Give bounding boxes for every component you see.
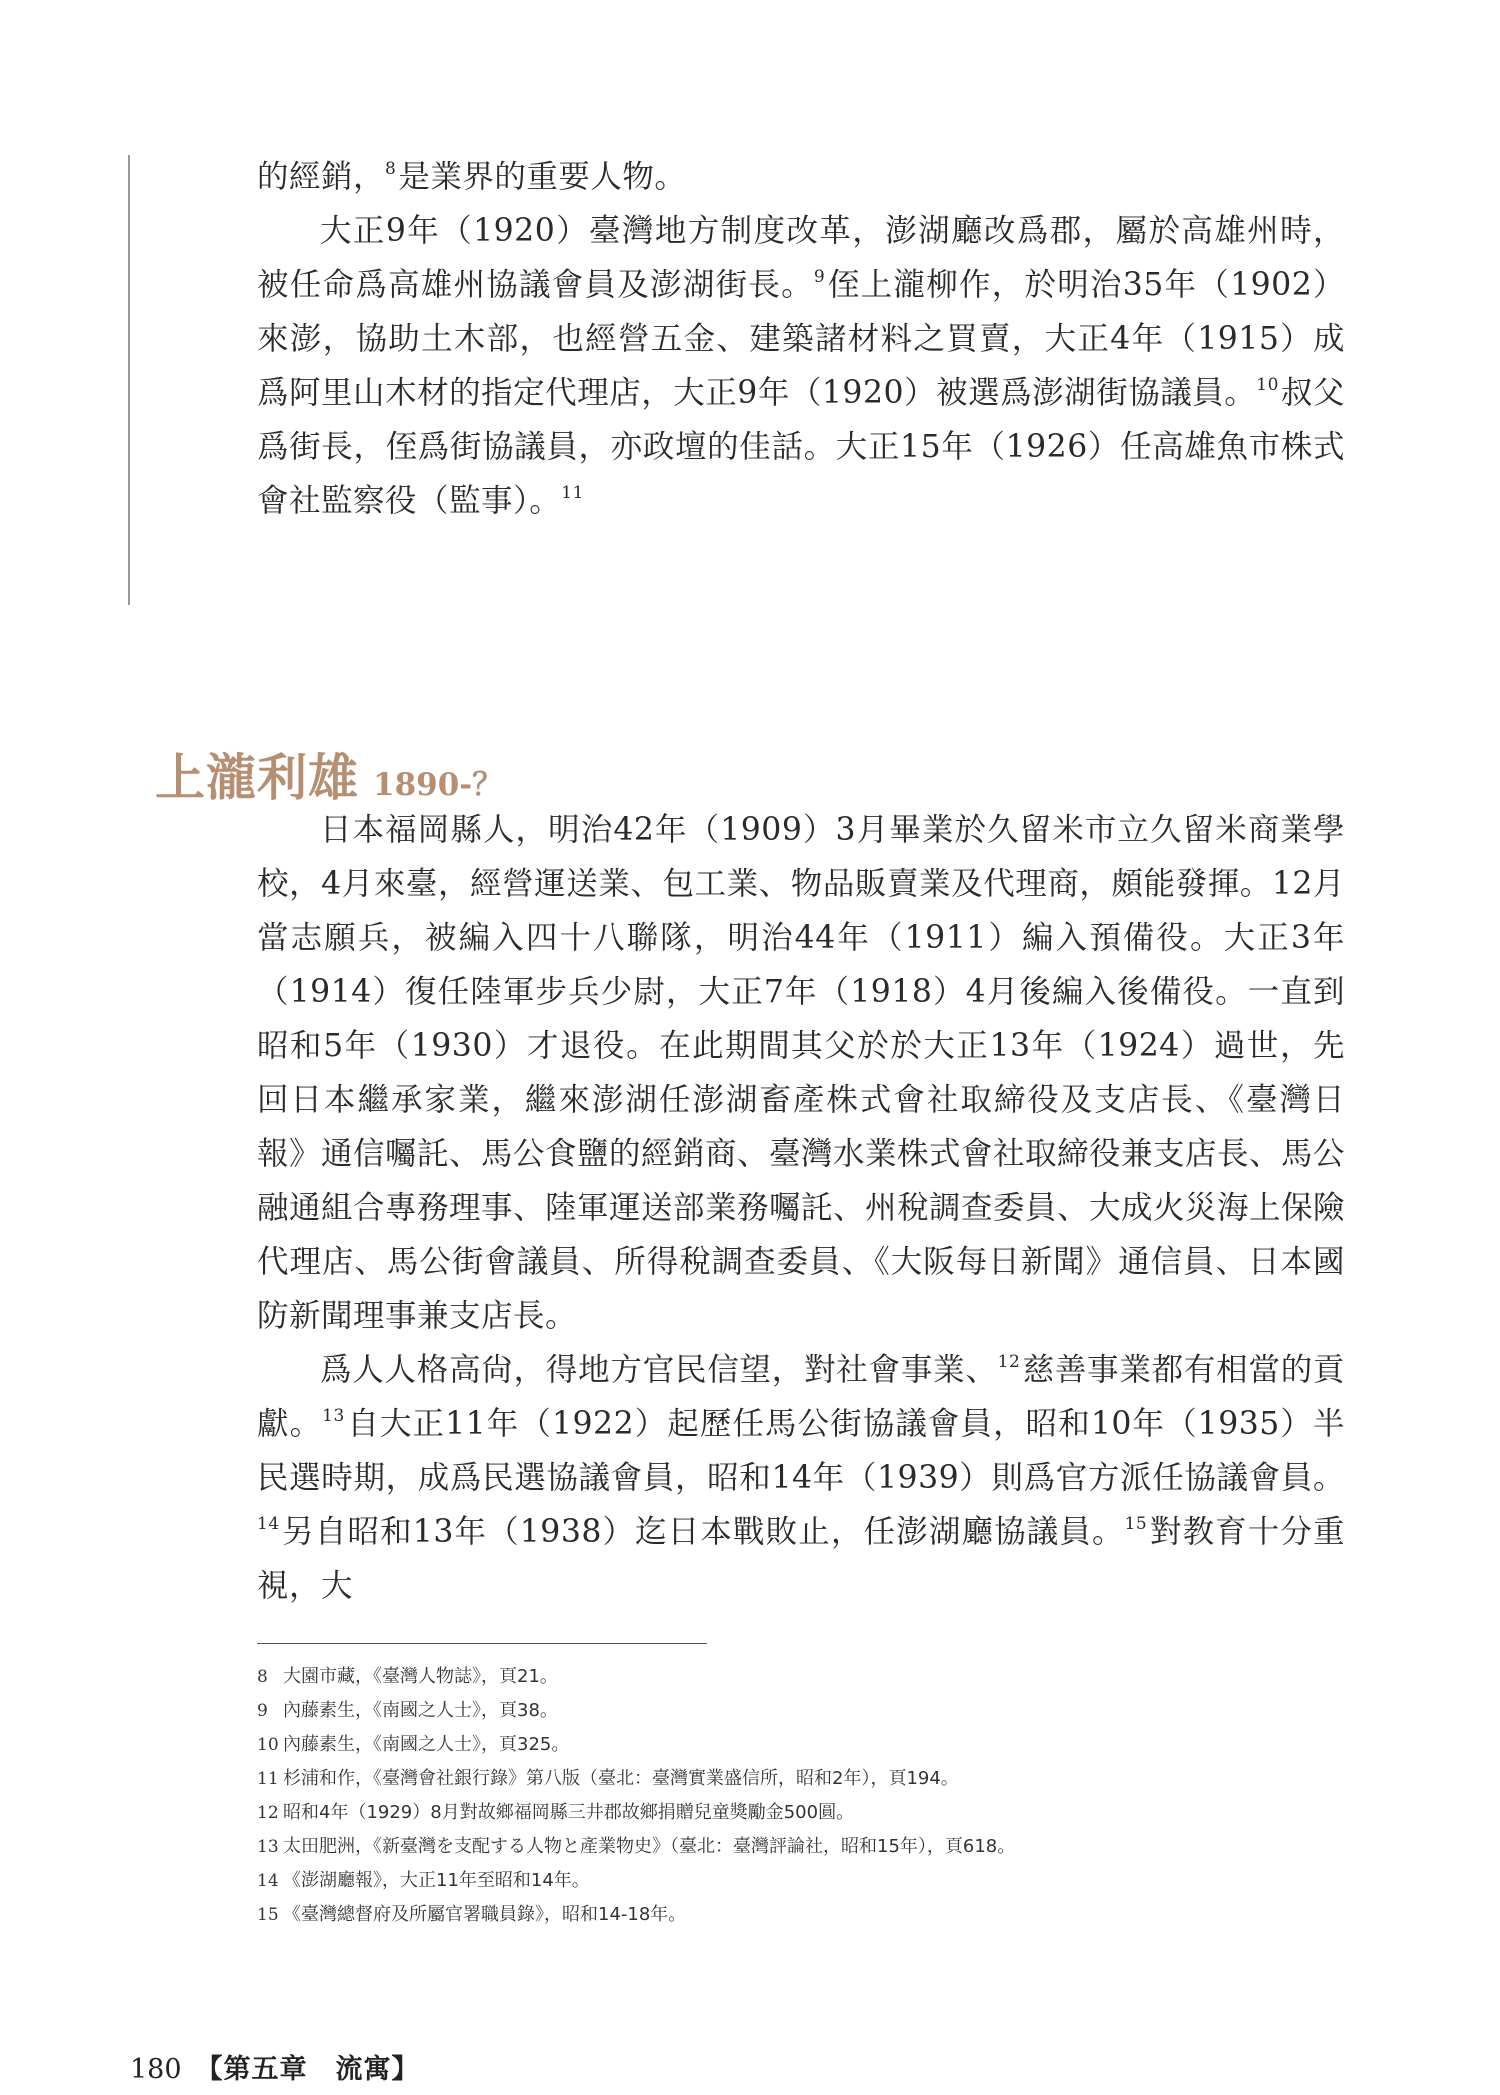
footnote-text: 昭和4年（1929）8月對故鄉福岡縣三井郡故鄉捐贈兒童獎勵金500圓。: [283, 1802, 855, 1823]
footnote-number: 12: [257, 1803, 279, 1823]
footnote-ref: 13: [322, 1406, 345, 1426]
footnote-ref: 15: [1124, 1514, 1148, 1534]
text-run: 大正9年（1920）臺灣地方制度改革，澎湖廳改爲郡，屬於高雄州時，被任命爲高雄州協議會員及澎湖街長。: [257, 213, 1345, 303]
margin-rule: [128, 155, 130, 605]
footnote-text: 杉浦和作，《臺灣會社銀行錄》第八版（臺北：臺灣實業盛信所，昭和2年），頁194。: [283, 1768, 959, 1789]
footnote: [257, 1728, 1347, 1762]
text-run: 自大正11年（1922）起歷任馬公街協議會員，昭和10年（1935）半民選時期，成爲民選協議會員，昭和14年（1939）則爲官方派任協議會員。: [257, 1406, 1345, 1496]
footnote: [257, 1830, 1347, 1864]
chapter-label: 【第五章 流寓】: [195, 2054, 420, 2085]
footnote-ref: 8: [385, 159, 397, 179]
text-run: 爲人人格高尙，得地方官民信望，對社會事業、: [320, 1352, 998, 1388]
top-text-block: [257, 150, 1345, 528]
footnote-text: 太田肥洲，《新臺灣を支配する人物と產業物史》（臺北：臺灣評論社，昭和15年），頁618。: [283, 1836, 1016, 1857]
text-run: 日本福岡縣人，明治42年（1909）3月畢業於久留米市立久留米商業學校，4月來臺，經營運送業、包工業、物品販賣業及代理商，頗能發揮。12月當志願兵，被編入四十八聯隊，明治44年（1911）編入預備役。大正3年（1914）復任陸軍步兵少尉，大正7年（1918）4月後編入後備役。一直到昭和5年（1930）才退役。在此期間其父於於大正13年（1924）過世，先回日本繼承家業，繼來澎湖任澎湖畜產株式會社取締役及支店長、《臺灣日報》通信囑託、馬公食鹽的經銷商、臺灣水業株式會社取締役兼支店長、馬公融通組合專務理事、陸軍運送部業務囑託、州稅調查委員、大成火災海上保險代理店、馬公街會議員、所得稅調查委員、《大阪每日新聞》通信員、日本國防新聞理事兼支店長。: [257, 812, 1346, 1334]
text-run: 慈善事業都有相當的貢獻。: [257, 1352, 1345, 1442]
footnote-text: 大園市藏，《臺灣人物誌》，頁21。: [283, 1666, 558, 1687]
text-run: 另自昭和13年（1938）迄日本戰敗止，任澎湖廳協議員。: [281, 1514, 1125, 1550]
footnote-number: 10: [257, 1735, 279, 1755]
footnote-ref: 9: [813, 267, 826, 287]
footnote: [257, 1762, 1347, 1796]
footnote-ref: 14: [257, 1514, 280, 1534]
footnote-number: 14: [257, 1871, 279, 1891]
footnote-number: 15: [257, 1905, 279, 1925]
top-paragraph-2: [257, 204, 1345, 528]
section-years: 1890-？: [373, 767, 504, 803]
footnote: [257, 1864, 1347, 1898]
footnote-ref: 10: [1256, 375, 1279, 395]
text-run: 侄上瀧柳作，於明治35年（1902）來澎，協助土木部，也經營五金、建築諸材料之買賣，大正4年（1915）成爲阿里山木材的指定代理店，大正9年（1920）被選爲澎湖街協議員。: [257, 267, 1345, 411]
footnote-text: 內藤素生，《南國之人士》，頁38。: [283, 1700, 558, 1721]
footnote-divider: [257, 1643, 707, 1644]
section-paragraph-2: [257, 1343, 1345, 1613]
footnote-ref: 12: [997, 1352, 1021, 1372]
page-footer: [130, 2047, 420, 2086]
footnote-number: 9: [257, 1701, 268, 1721]
text-run: 對教育十分重視，大: [257, 1514, 1346, 1604]
section-paragraph-1: [257, 803, 1345, 1343]
section-text-block: [257, 803, 1345, 1613]
footnote-text: 內藤素生，《南國之人士》，頁325。: [283, 1734, 570, 1755]
section-heading: [155, 738, 503, 810]
footnote-number: 11: [257, 1769, 279, 1789]
footnote-number: 8: [257, 1667, 268, 1687]
text-run: 叔父爲街長，侄爲街協議員，亦政壇的佳話。大正15年（1926）任高雄魚市株式會社監察役（監事）。: [257, 375, 1345, 519]
text-run: 是業界的重要人物。: [398, 159, 687, 195]
page-number: 180: [130, 2054, 182, 2085]
footnote: [257, 1694, 1347, 1728]
footnote: [257, 1796, 1347, 1830]
footnotes: [257, 1660, 1347, 1932]
footnote: [257, 1660, 1347, 1694]
text-run: 的經銷，: [257, 159, 386, 195]
footnote-ref: 11: [561, 483, 584, 503]
top-paragraph-1: [257, 150, 1345, 204]
footnote-number: 13: [257, 1837, 279, 1857]
footnote-text: 《澎湖廳報》，大正11年至昭和14年。: [283, 1870, 590, 1891]
footnote: [257, 1898, 1347, 1932]
footnote-text: 《臺灣總督府及所屬官署職員錄》，昭和14-18年。: [283, 1904, 687, 1925]
section-name: 上瀧利雄: [155, 748, 359, 807]
